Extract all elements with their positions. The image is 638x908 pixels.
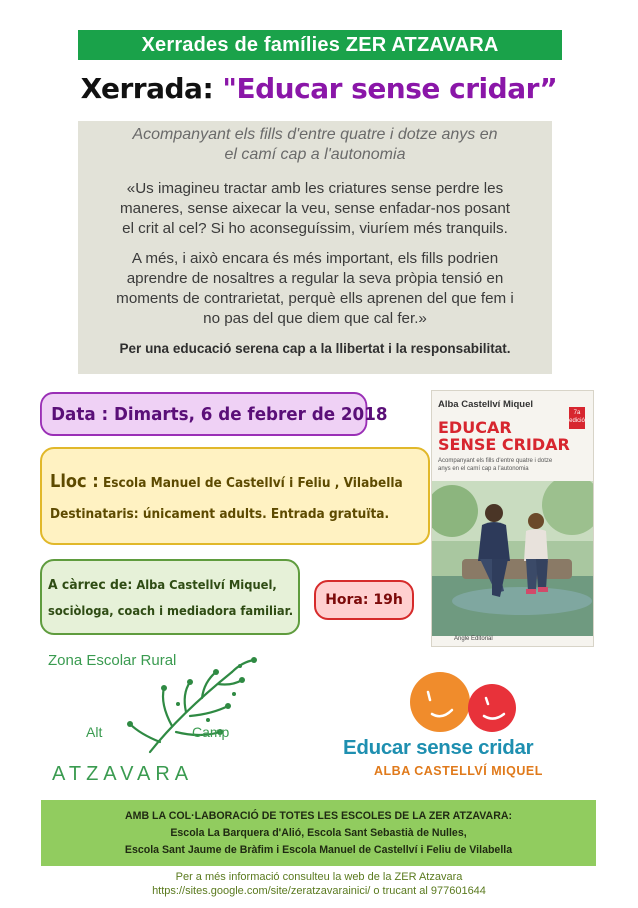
zer-logo-camp: Camp	[192, 724, 230, 740]
quote-subtitle	[84, 125, 546, 165]
book-cover	[431, 390, 594, 647]
book-cover-photo	[432, 481, 594, 636]
book-author: Alba Castellví Miquel	[438, 399, 534, 410]
place-row	[50, 471, 403, 492]
collab-line: AMB LA COL·LABORACIÓ DE TOTES LES ESCOLES DE LA ZER ATZAVARA:	[124, 810, 513, 822]
talk-title-label: Xerrada:	[80, 72, 214, 105]
zer-logo-name: ATZAVARA	[52, 763, 194, 785]
zer-logo-alt: Alt	[86, 724, 103, 740]
quote-line: A més, i això encara és més important, els fills podrien	[131, 250, 499, 267]
book-publisher: Angle Editorial	[454, 636, 493, 642]
quote-line: aprendre de nosaltres a regular la seva pròpia tensió en	[126, 270, 504, 287]
zer-atzavara-logo	[40, 648, 280, 788]
date-badge: Data : Dimarts, 6 de febrer de 2018	[40, 392, 367, 436]
educar-sense-cridar-logo	[340, 670, 580, 790]
quote-line: «Us imagineu tractar amb les criatures sense perdre les	[126, 180, 504, 197]
book-title-line: EDUCAR	[438, 418, 512, 437]
talk-title-text: "Educar sense cridar”	[222, 72, 558, 105]
book-title-line: SENSE CRIDAR	[438, 435, 570, 454]
smiling-faces-icon	[400, 670, 520, 734]
footer-contact: https://sites.google.com/site/zeratzavarainici/ o trucant al 977601644	[152, 885, 486, 897]
agave-plant-icon	[120, 654, 270, 758]
place-value: Escola Manuel de Castellví i Feliu , Vilabella	[102, 474, 403, 491]
collaboration-banner	[41, 800, 596, 866]
brand-author: ALBA CASTELLVÍ MIQUEL	[374, 764, 543, 778]
quote-tagline: Per una educació serena cap a la llibertat i la responsabilitat.	[119, 341, 511, 356]
quote-subtitle-line: el camí cap a l'autonomia	[224, 146, 406, 163]
edition-badge: 7a edició	[569, 407, 585, 429]
footer	[0, 870, 638, 898]
zer-logo-line1: Zona Escolar Rural	[48, 652, 177, 669]
header-banner: Xerrades de famílies ZER ATZAVARA	[78, 30, 562, 60]
quote-paragraph-1	[84, 179, 546, 239]
quote-line: no pas del que diem que cal fer.»	[203, 310, 427, 327]
quote-line: el crit al cel? Si ho aconseguíssim, viuríem més tranquils.	[122, 220, 508, 237]
speaker-roles: sociòloga, coach i mediadora familiar.	[48, 602, 294, 618]
place-label: Lloc :	[50, 470, 99, 492]
hour-badge: Hora: 19h	[314, 580, 414, 620]
book-subtitle: Acompanyant els fills d'entre quatre i dotze anys en el camí cap a l'autonomia	[438, 458, 553, 472]
quote-line: moments de contrarietat, perquè ells aprenen del que fem i	[116, 290, 514, 307]
speaker-label: A càrrec de:	[48, 576, 133, 593]
place-box	[40, 447, 430, 545]
quote-box	[78, 121, 552, 374]
collab-line: Escola La Barquera d'Alió, Escola Sant Sebastià de Nulles,	[170, 827, 467, 839]
speaker-name: Alba Castellví Miquel,	[136, 576, 277, 592]
book-title	[438, 419, 578, 453]
footer-info: Per a més informació consulteu la web de la ZER Atzavara	[175, 871, 463, 883]
quote-subtitle-line: Acompanyant els fills d'entre quatre i dotze anys en	[132, 126, 498, 143]
quote-line: maneres, sense aixecar la veu, sense enfadar-nos posant	[119, 200, 511, 217]
talk-title	[0, 72, 638, 105]
quote-paragraph-2	[84, 249, 546, 329]
brand-name: Educar sense cridar	[343, 736, 534, 759]
speaker-box	[40, 559, 300, 635]
audience-text: Destinataris: únicament adults. Entrada gratuïta.	[50, 505, 390, 522]
speaker-row	[48, 577, 277, 593]
collab-line: Escola Sant Jaume de Bràfim i Escola Manuel de Castellví i Feliu de Vilabella	[124, 844, 513, 856]
